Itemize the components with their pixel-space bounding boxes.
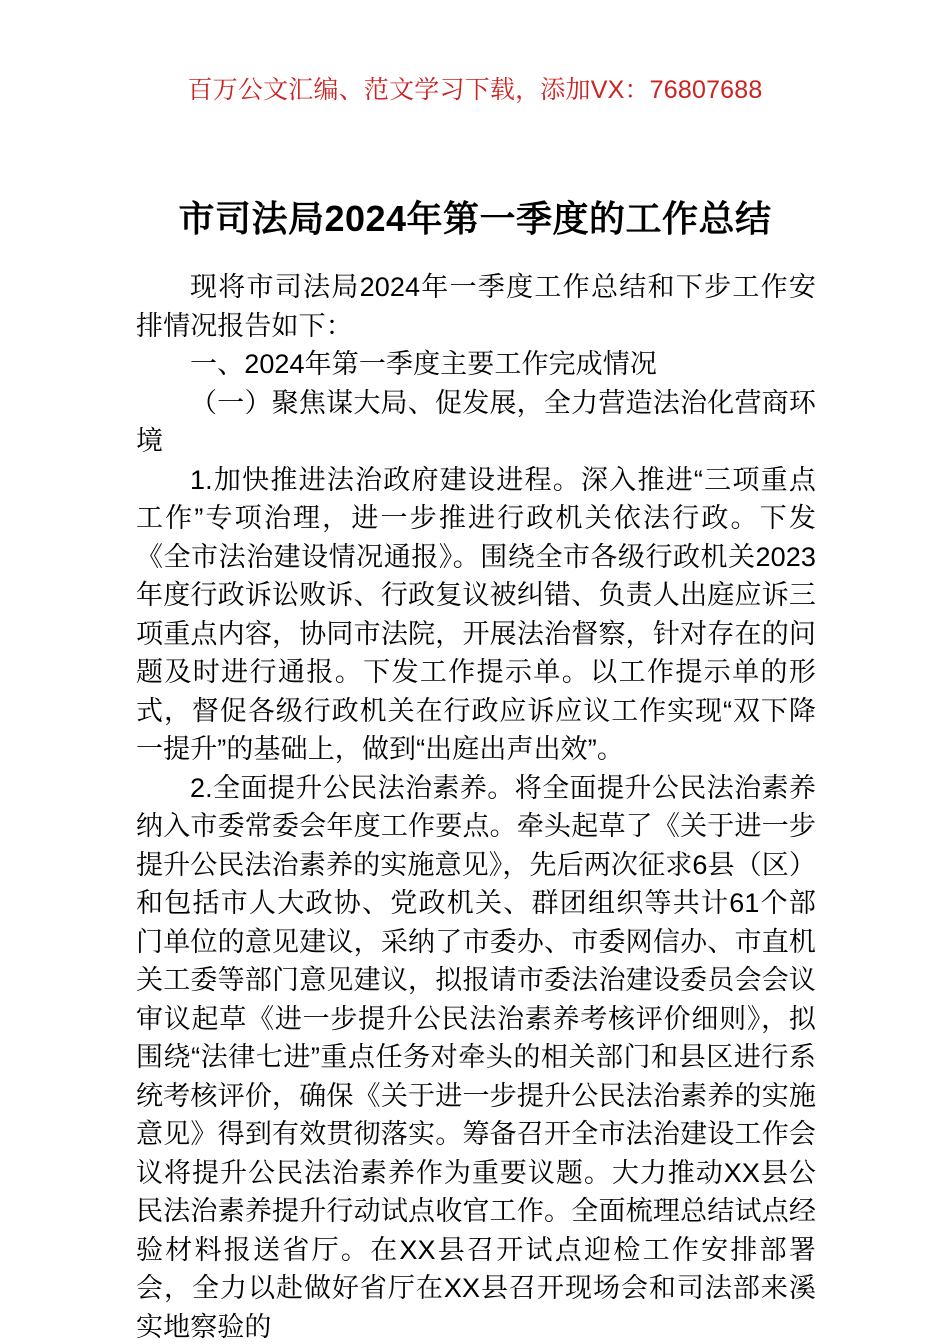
paragraph-item-1: 1.加快推进法治政府建设进程。深入推进“三项重点工作”专项治理，进一步推进行政机关依法行政。下发《全市法治建设情况通报》。围绕全市各级行政机关2023年度行政诉讼败诉、行政复议被纠错、负责人出庭应诉三项重点内容，协同市法院，开展法治督察，针对存在的问题及时进行通报。下发工作提示单。以工作提示单的形式，督促各级行政机关在行政应诉应议工作实现“双下降一提升”的基础上，做到“出庭出声出效”。: [136, 464, 816, 764]
paragraph-subsection-one-heading: （一）聚焦谋大局、促发展，全力营造法治化营商环境: [136, 387, 816, 456]
promo-watermark-banner: [0, 78, 950, 103]
paragraph-intro: 现将市司法局2024年一季度工作总结和下步工作安排情况报告如下：: [136, 272, 816, 341]
promo-watermark-text: 百万公文汇编、范文学习下载，添加VX：76807688: [187, 76, 763, 104]
document-title: 市司法局2024年第一季度的工作总结: [178, 198, 772, 240]
document-body: [136, 268, 816, 1344]
paragraph-item-2: 2.全面提升公民法治素养。将全面提升公民法治素养纳入市委常委会年度工作要点。牵头起草了《关于进一步提升公民法治素养的实施意见》，先后两次征求6县（区）和包括市人大政协、党政机关、群团组织等共计61个部门单位的意见建议，采纳了市委办、市委网信办、市直机关工委等部门意见建议，拟报请市委法治建设委员会会议审议起草《进一步提升公民法治素养考核评价细则》，拟围绕“法律七进”重点任务对牵头的相关部门和县区进行系统考核评价，确保《关于进一步提升公民法治素养的实施意见》得到有效贯彻落实。筹备召开全市法治建设工作会议将提升公民法治素养作为重要议题。大力推动XX县公民法治素养提升行动试点收官工作。全面梳理总结试点经验材料报送省厅。在XX县召开试点迎检工作安排部署会，全力以赴做好省厅在XX县召开现场会和司法部来溪实地察验的: [136, 772, 816, 1342]
paragraph-section-one-heading: 一、2024年第一季度主要工作完成情况: [190, 349, 657, 379]
